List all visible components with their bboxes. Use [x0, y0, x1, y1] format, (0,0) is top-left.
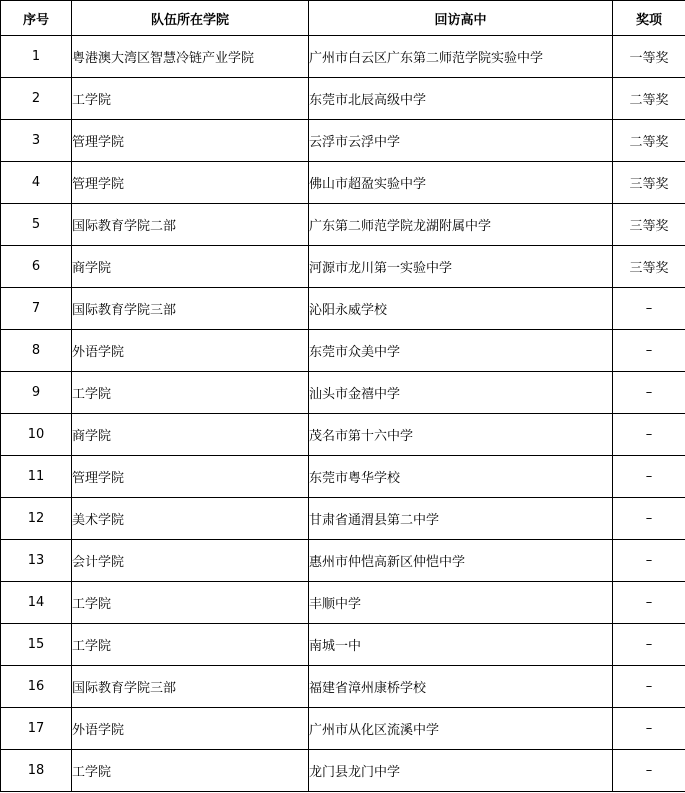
cell-college: 管理学院	[72, 120, 309, 162]
cell-college: 粤港澳大湾区智慧冷链产业学院	[72, 36, 309, 78]
header-row	[1, 1, 685, 36]
table-row	[1, 582, 685, 624]
cell-college: 国际教育学院三部	[72, 288, 309, 330]
table-row	[1, 372, 685, 414]
cell-num: 7	[1, 288, 72, 330]
cell-num: 16	[1, 666, 72, 708]
cell-award: 一等奖	[613, 36, 685, 78]
cell-award: –	[613, 498, 685, 540]
table-row	[1, 78, 685, 120]
cell-num: 6	[1, 246, 72, 288]
cell-school: 河源市龙川第一实验中学	[309, 246, 613, 288]
cell-school: 惠州市仲恺高新区仲恺中学	[309, 540, 613, 582]
cell-num: 5	[1, 204, 72, 246]
table-row	[1, 246, 685, 288]
cell-award: 三等奖	[613, 162, 685, 204]
table-row	[1, 120, 685, 162]
cell-award: –	[613, 582, 685, 624]
table-row	[1, 498, 685, 540]
cell-award: –	[613, 666, 685, 708]
cell-college: 外语学院	[72, 708, 309, 750]
cell-award: –	[613, 414, 685, 456]
table-row	[1, 624, 685, 666]
table-row	[1, 36, 685, 78]
cell-num: 2	[1, 78, 72, 120]
cell-award: –	[613, 540, 685, 582]
cell-award: –	[613, 330, 685, 372]
cell-num: 8	[1, 330, 72, 372]
cell-num: 18	[1, 750, 72, 792]
cell-college: 工学院	[72, 582, 309, 624]
cell-school: 东莞市北辰高级中学	[309, 78, 613, 120]
cell-college: 工学院	[72, 750, 309, 792]
header-college: 队伍所在学院	[72, 1, 309, 36]
cell-college: 管理学院	[72, 162, 309, 204]
cell-award: –	[613, 624, 685, 666]
cell-college: 国际教育学院三部	[72, 666, 309, 708]
cell-num: 11	[1, 456, 72, 498]
cell-award: 三等奖	[613, 204, 685, 246]
cell-school: 东莞市众美中学	[309, 330, 613, 372]
cell-school: 广东第二师范学院龙湖附属中学	[309, 204, 613, 246]
table-row	[1, 288, 685, 330]
table-row	[1, 708, 685, 750]
header-award: 奖项	[613, 1, 685, 36]
cell-award: 三等奖	[613, 246, 685, 288]
cell-school: 汕头市金禧中学	[309, 372, 613, 414]
cell-school: 福建省漳州康桥学校	[309, 666, 613, 708]
cell-school: 沁阳永威学校	[309, 288, 613, 330]
cell-num: 3	[1, 120, 72, 162]
cell-award: –	[613, 708, 685, 750]
table-row	[1, 540, 685, 582]
cell-college: 商学院	[72, 414, 309, 456]
cell-school: 云浮市云浮中学	[309, 120, 613, 162]
cell-num: 4	[1, 162, 72, 204]
cell-school: 广州市白云区广东第二师范学院实验中学	[309, 36, 613, 78]
cell-college: 商学院	[72, 246, 309, 288]
table-body	[1, 36, 685, 792]
cell-college: 工学院	[72, 372, 309, 414]
cell-college: 国际教育学院二部	[72, 204, 309, 246]
cell-award: –	[613, 288, 685, 330]
cell-college: 工学院	[72, 624, 309, 666]
cell-num: 1	[1, 36, 72, 78]
cell-school: 南城一中	[309, 624, 613, 666]
cell-award: –	[613, 372, 685, 414]
table-row	[1, 330, 685, 372]
table-row	[1, 414, 685, 456]
table-row	[1, 666, 685, 708]
cell-school: 东莞市粤华学校	[309, 456, 613, 498]
cell-num: 12	[1, 498, 72, 540]
table-row	[1, 162, 685, 204]
cell-college: 工学院	[72, 78, 309, 120]
cell-award: 二等奖	[613, 78, 685, 120]
cell-num: 17	[1, 708, 72, 750]
cell-num: 15	[1, 624, 72, 666]
cell-school: 甘肃省通渭县第二中学	[309, 498, 613, 540]
cell-college: 管理学院	[72, 456, 309, 498]
table-row	[1, 456, 685, 498]
cell-school: 龙门县龙门中学	[309, 750, 613, 792]
cell-college: 会计学院	[72, 540, 309, 582]
table-row	[1, 204, 685, 246]
table-row	[1, 750, 685, 792]
cell-college: 美术学院	[72, 498, 309, 540]
header-num: 序号	[1, 1, 72, 36]
cell-school: 茂名市第十六中学	[309, 414, 613, 456]
cell-num: 14	[1, 582, 72, 624]
cell-num: 13	[1, 540, 72, 582]
cell-num: 9	[1, 372, 72, 414]
cell-school: 佛山市超盈实验中学	[309, 162, 613, 204]
cell-award: –	[613, 750, 685, 792]
cell-num: 10	[1, 414, 72, 456]
cell-school: 丰顺中学	[309, 582, 613, 624]
cell-award: 二等奖	[613, 120, 685, 162]
cell-college: 外语学院	[72, 330, 309, 372]
header-school: 回访高中	[309, 1, 613, 36]
cell-school: 广州市从化区流溪中学	[309, 708, 613, 750]
cell-award: –	[613, 456, 685, 498]
